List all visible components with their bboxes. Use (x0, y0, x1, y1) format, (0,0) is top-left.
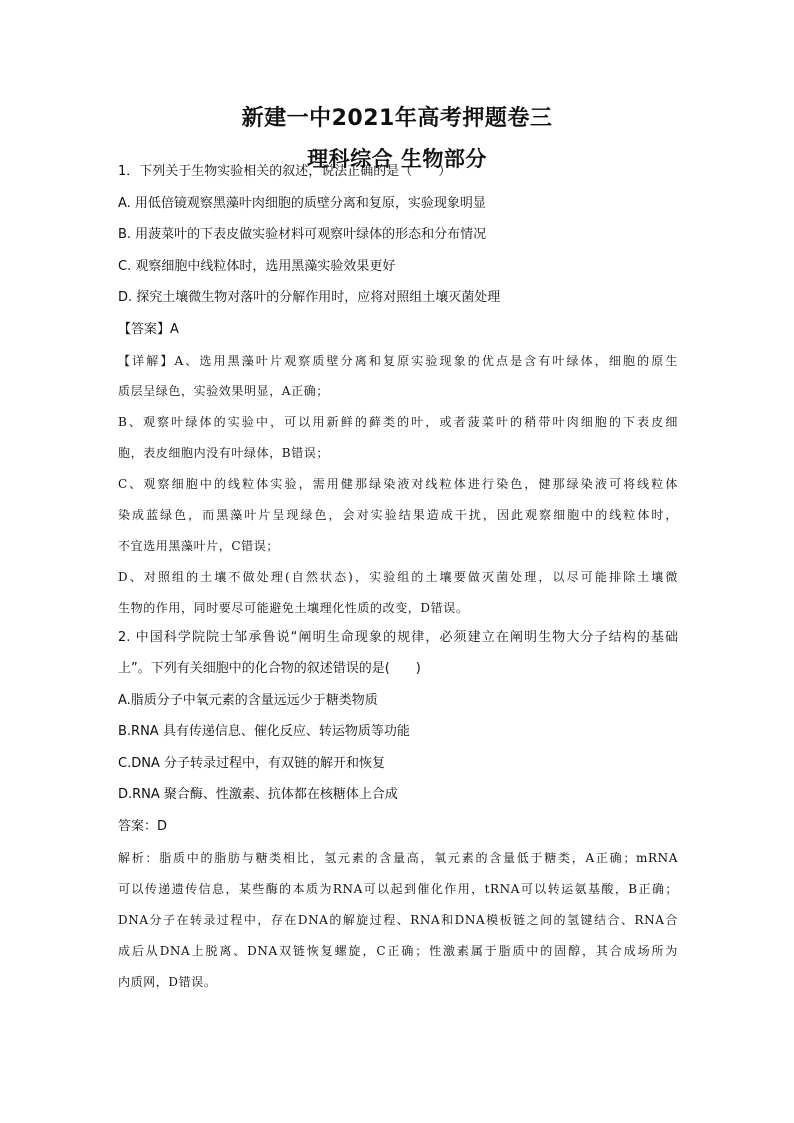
q1-explanation-line: C、观察细胞中的线粒体实验，需用健那绿染液对线粒体进行染色，健那绿染液可将线粒体 (118, 477, 678, 491)
q1-explanation-line: 不宜选用黑藻叶片，C错误； (118, 539, 279, 553)
q2-explanation-line: 内质网，D错误。 (118, 975, 217, 989)
q1-explanation-line: 生物的作用，同时要尽可能避免土壤理化性质的改变，D错误。 (118, 601, 469, 615)
q2-option-b: B.RNA 具有传递信息、催化反应、转运物质等功能 (118, 724, 410, 739)
exam-title: 新建一中2021年高考押题卷三 (241, 106, 553, 131)
q1-option-c: C. 观察细胞中线粒体时，选用黑藻实验效果更好 (118, 259, 396, 274)
q1-explanation-line: 质层呈绿色，实验效果明显，A正确； (118, 384, 329, 398)
q2-option-c: C.DNA 分子转录过程中，有双链的解开和恢复 (118, 756, 385, 771)
q1-explanation-line: D、对照组的土壤不做处理(自然状态)，实验组的土壤要做灭菌处理，以尽可能排除土壤微 (118, 570, 678, 584)
q2-explanation-line: DNA分子在转录过程中，存在DNA的解旋过程、RNA和DNA模板链之间的氢键结合、RNA合 (118, 913, 678, 927)
q2-explanation-line: 成后从DNA上脱离、DNA双链恢复螺旋，C正确；性激素属于脂质中的固醇，其合成场所为 (118, 944, 678, 958)
q1-explanation-line: 【详解】A、选用黑藻叶片观察质壁分离和复原实验现象的优点是含有叶绿体，细胞的原生 (118, 354, 678, 368)
q1-explanation-line: 染成蓝绿色，而黑藻叶片呈现绿色，会对实验结果造成干扰，因此观察细胞中的线粒体时， (118, 508, 678, 522)
q1-answer: 【答案】A (118, 322, 179, 337)
q2-stem-line: 上”。下列有关细胞中的化合物的叙述错误的是( ) (118, 661, 421, 676)
q2-option-d: D.RNA 聚合酶、性激素、抗体都在核糖体上合成 (118, 787, 398, 802)
q2-option-a: A.脂质分子中氧元素的含量远远少于糖类物质 (118, 693, 378, 708)
q1-stem: 1．下列关于生物实验相关的叙述，说法正确的是（ ） (118, 164, 452, 179)
q1-explanation-line: 胞，表皮细胞内没有叶绿体，B错误； (118, 446, 330, 460)
q1-explanation-line: B、观察叶绿体的实验中，可以用新鲜的藓类的叶，或者菠菜叶的稍带叶肉细胞的下表皮细 (118, 415, 678, 429)
q2-explanation-line: 解析：脂质中的脂肪与糖类相比，氢元素的含量高，氧元素的含量低于糖类，A正确；mRNA (118, 851, 678, 865)
exam-subtitle: 理科综合 生物部分 (307, 147, 487, 171)
q1-option-b: B. 用菠菜叶的下表皮做实验材料可观察叶绿体的形态和分布情况 (118, 227, 487, 242)
q1-option-a: A. 用低倍镜观察黑藻叶肉细胞的质壁分离和复原，实验现象明显 (118, 196, 486, 211)
q1-option-d: D. 探究土壤微生物对落叶的分解作用时，应将对照组土壤灭菌处理 (118, 290, 501, 305)
q2-explanation-line: 可以传递遗传信息，某些酶的本质为RNA可以起到催化作用，tRNA可以转运氨基酸，B正确； (118, 882, 678, 896)
q2-answer: 答案：D (118, 819, 168, 834)
q2-stem-line: 2. 中国科学院院士邹承鲁说“阐明生命现象的规律，必须建立在阐明生物大分子结构的基础 (118, 630, 678, 645)
